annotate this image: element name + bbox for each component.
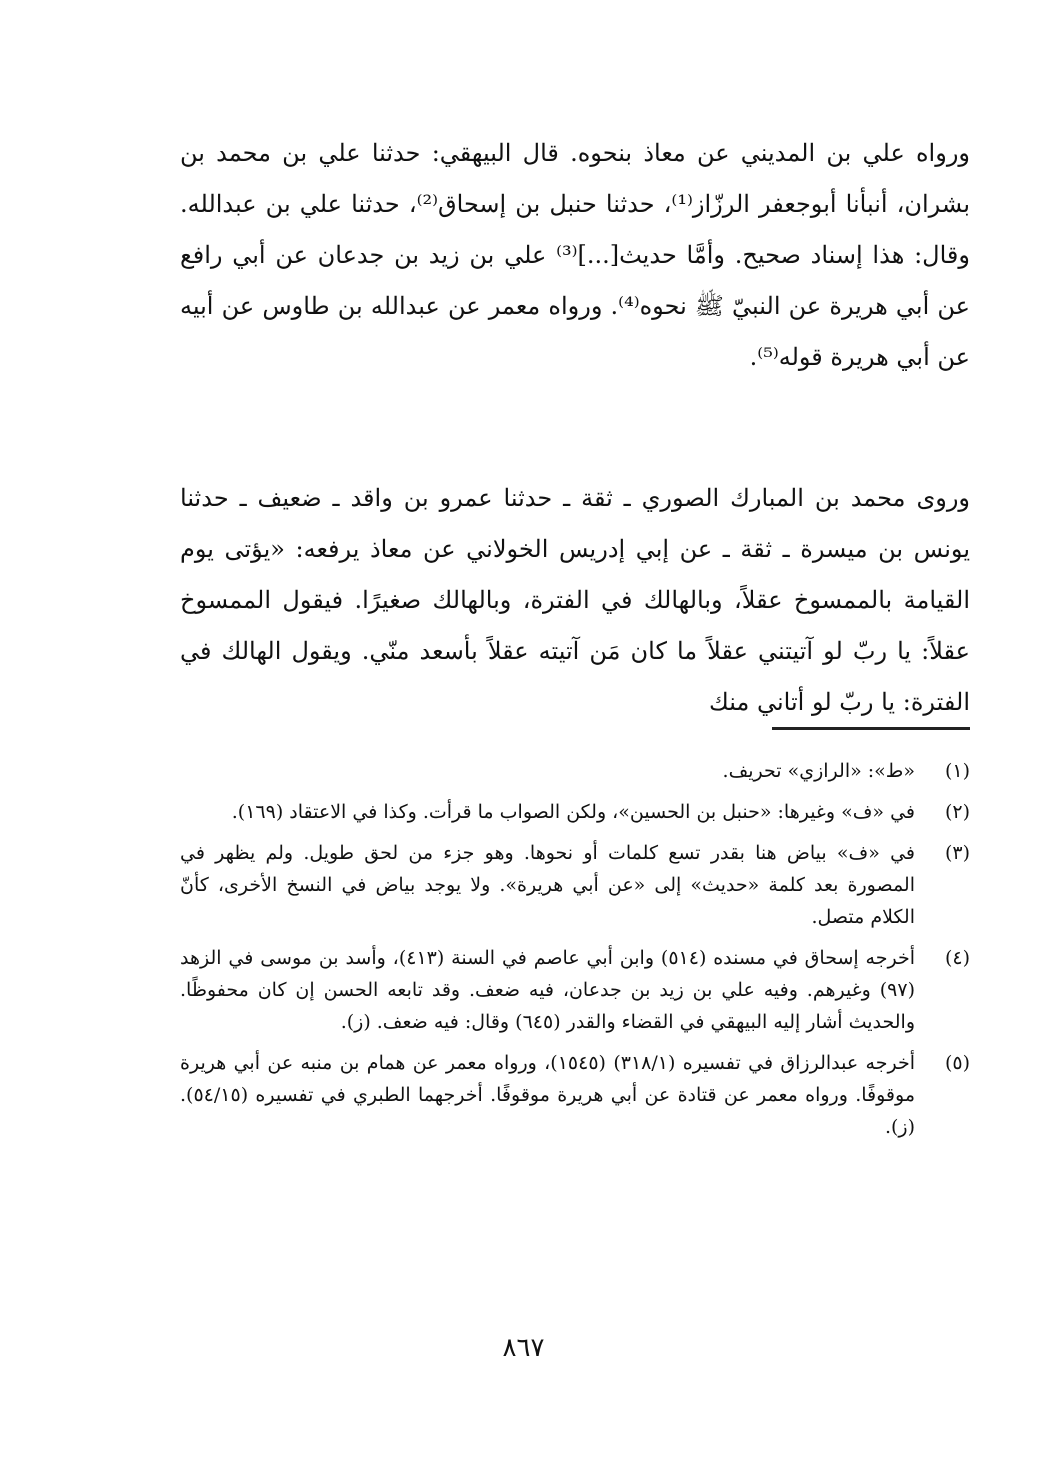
footnote-text: «ط»: «الرازي» تحريف. <box>722 760 915 782</box>
footnote-number: (٥) <box>944 1052 970 1074</box>
footnote-text: في «ف» وغيرها: «حنبل بن الحسين»، ولكن الصواب ما قرأت. وكذا في الاعتقاد (١٦٩). <box>231 801 915 823</box>
footnote-5 <box>180 1047 970 1143</box>
main-paragraph-2 <box>180 473 970 728</box>
main-paragraph-1 <box>180 128 970 383</box>
footnote-separator <box>772 727 970 730</box>
footnote-text: في «ف» بياض هنا بقدر تسع كلمات أو نحوها. وهو جزء من لحق طويل. ولم يظهر في المصورة بعد كلمة «حديث» إلى «عن أبي هريرة». ولا يوجد بياض في النسخ الأخرى، كأنّ الكلام متصل. <box>180 842 915 928</box>
footnote-2 <box>180 796 970 828</box>
footnote-text: أخرجه إسحاق في مسنده (٥١٤) وابن أبي عاصم في السنة (٤١٣)، وأسد بن موسى في الزهد (٩٧) وغيرهم. وفيه علي بن زيد بن جدعان، فيه ضعف. وقد تابعه الحسن إن كان محفوظًا. والحديث أشار إليه البيهقي في القضاء والقدر (٦٤٥) وقال: فيه ضعف. (ز). <box>180 947 915 1033</box>
footnote-text: أخرجه عبدالرزاق في تفسيره (٣١٨/١) (١٥٤٥)، ورواه معمر عن همام بن منبه عن أبي هريرة موقوفًا. ورواه معمر عن قتادة عن أبي هريرة موقوفًا. أخرجهما الطبري في تفسيره (٥٤/١٥). (ز). <box>180 1052 915 1138</box>
footnote-3 <box>180 837 970 933</box>
paragraph-text: وروى محمد بن المبارك الصوري ـ ثقة ـ حدثنا عمرو بن واقد ـ ضعيف ـ حدثنا يونس بن ميسرة ـ ثقة ـ عن إبي إدريس الخولاني عن معاذ يرفعه: «يؤتى يوم القيامة بالممسوخ عقلاً، وبالهالك في الفترة، وبالهالك صغيرًا. فيقول الممسوخ عقلاً: يا ربّ لو آتيتني عقلاً ما كان مَن آتيته عقلاً بأسعد منّي. ويقول الهالك في الفترة: يا ربّ لو أتاني منك <box>180 484 970 716</box>
footnote-number: (٢) <box>944 801 970 823</box>
footnotes-section <box>180 755 970 1152</box>
footnote-1 <box>180 755 970 787</box>
paragraph-text: ورواه علي بن المديني عن معاذ بنحوه. قال البيهقي: حدثنا علي بن محمد بن بشران، أنبأنا أبوجعفر الرزّاز⁽¹⁾، حدثنا حنبل بن إسحاق⁽²⁾، حدثنا علي بن عبدالله. وقال: هذا إسناد صحيح. وأمَّا حديث[...]⁽³⁾ علي بن زيد بن جدعان عن أبي رافع عن أبي هريرة عن النبيّ ﷺ نحوه⁽⁴⁾. ورواه معمر عن عبدالله بن طاوس عن أبيه عن أبي هريرة قوله⁽⁵⁾. <box>180 139 970 371</box>
page-number: ٨٦٧ <box>502 1333 545 1363</box>
footnote-number: (٣) <box>944 842 970 864</box>
footnote-number: (٤) <box>944 947 970 969</box>
footnote-4 <box>180 942 970 1038</box>
footnote-number: (١) <box>944 760 970 782</box>
